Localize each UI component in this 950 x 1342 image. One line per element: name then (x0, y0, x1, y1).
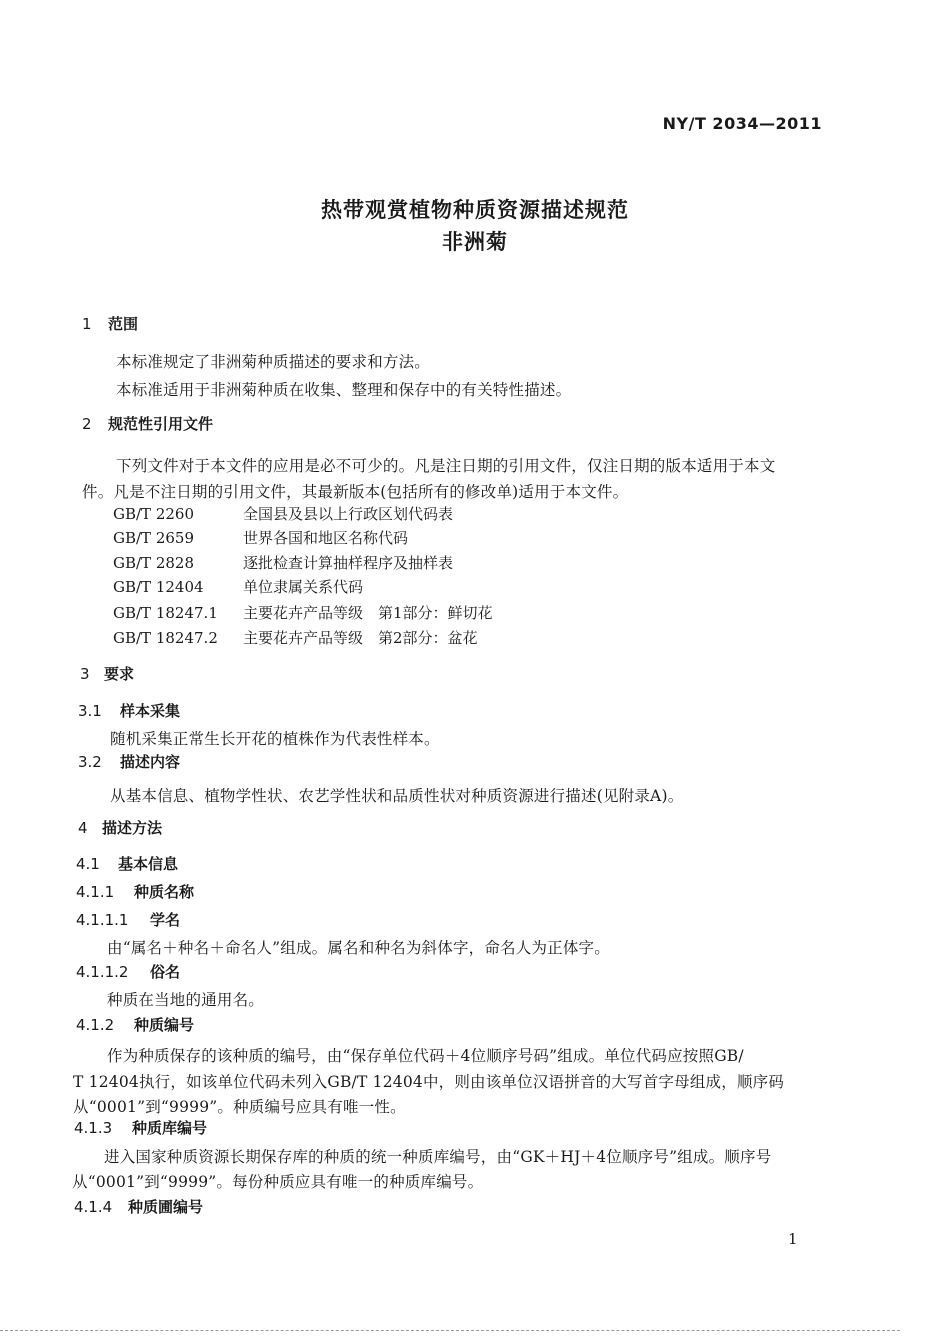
subsection-3-2-heading (78, 751, 180, 772)
section-title: 学名 (150, 911, 181, 929)
paragraph: 作为种质保存的该种质的编号，由“保存单位代码＋4位顺序号码”组成。单位代码应按照GB/ (107, 1047, 744, 1065)
section-3-heading (80, 663, 134, 684)
reference-item (113, 503, 453, 524)
section-number: 4.1.1.2 (76, 963, 129, 981)
bottom-divider (0, 1330, 900, 1331)
paragraph: 种质在当地的通用名。 (107, 991, 265, 1009)
paragraph: 随机采集正常生长开花的植株作为代表性样本。 (110, 730, 440, 748)
subsection-4-1-1-1-heading (76, 909, 180, 930)
reference-item (113, 602, 493, 623)
section-title: 范围 (108, 315, 139, 333)
reference-code: GB/T 18247.2 (113, 629, 218, 647)
reference-name: 逐批检查计算抽样程序及抽样表 (243, 554, 454, 572)
reference-item (113, 576, 363, 597)
reference-name: 单位隶属关系代码 (243, 578, 364, 596)
section-number: 4.1.4 (74, 1198, 113, 1216)
section-title: 样本采集 (120, 702, 181, 720)
section-title: 描述内容 (120, 753, 181, 771)
section-number: 4.1.2 (76, 1016, 115, 1034)
reference-code: GB/T 18247.1 (113, 604, 218, 622)
section-1-heading (82, 313, 138, 334)
section-title: 基本信息 (118, 855, 179, 873)
section-4-heading (78, 817, 162, 838)
reference-item (113, 552, 453, 573)
paragraph: 由“属名＋种名＋命名人”组成。属名和种名为斜体字，命名人为正体字。 (107, 939, 610, 957)
section-title: 种质编号 (134, 1016, 195, 1034)
subsection-4-1-1-2-heading (76, 961, 180, 982)
section-title: 规范性引用文件 (108, 415, 214, 433)
section-number: 3.2 (78, 753, 102, 771)
section-title: 要求 (104, 665, 135, 683)
standard-code: NY/T 2034—2011 (662, 114, 822, 133)
section-number: 4 (78, 819, 88, 837)
section-number: 4.1.1 (76, 883, 115, 901)
section-number: 4.1.3 (74, 1119, 113, 1137)
subsection-4-1-4-heading (74, 1196, 203, 1217)
section-title: 描述方法 (102, 819, 163, 837)
subsection-4-1-2-heading (76, 1014, 194, 1035)
reference-name: 主要花卉产品等级 第2部分：盆花 (243, 629, 478, 647)
paragraph: 从基本信息、植物学性状、农艺学性状和品质性状对种质资源进行描述(见附录A)。 (110, 787, 684, 805)
paragraph: 本标准适用于非洲菊种质在收集、整理和保存中的有关特性描述。 (116, 381, 572, 399)
reference-item (113, 527, 408, 548)
reference-name: 全国县及县以上行政区划代码表 (243, 505, 454, 523)
paragraph: 进入国家种质资源长期保存库的种质的统一种质库编号，由“GK＋HJ＋4位顺序号”组成。顺序号 (104, 1148, 772, 1166)
paragraph: 件。凡是不注日期的引用文件，其最新版本(包括所有的修改单)适用于本文件。 (82, 483, 629, 501)
paragraph: 从“0001”到“9999”。每份种质应具有唯一的种质库编号。 (72, 1173, 484, 1191)
reference-code: GB/T 2260 (113, 505, 195, 523)
reference-code: GB/T 12404 (113, 578, 204, 596)
reference-name: 主要花卉产品等级 第1部分：鲜切花 (243, 604, 493, 622)
section-title: 种质圃编号 (128, 1198, 204, 1216)
section-number: 2 (82, 415, 92, 433)
paragraph: 从“0001”到“9999”。种质编号应具有唯一性。 (73, 1098, 406, 1116)
subsection-4-1-3-heading (74, 1117, 207, 1138)
subsection-4-1-heading (76, 853, 178, 874)
section-number: 3.1 (78, 702, 102, 720)
paragraph: T 12404执行，如该单位代码未列入GB/T 12404中，则由该单位汉语拼音的大写首字母组成，顺序码 (73, 1073, 785, 1091)
section-title: 俗名 (150, 963, 181, 981)
document-title: 热带观赏植物种质资源描述规范 (321, 198, 629, 222)
document-subtitle: 非洲菊 (442, 230, 508, 254)
section-number: 4.1 (76, 855, 100, 873)
paragraph: 下列文件对于本文件的应用是必不可少的。凡是注日期的引用文件，仅注日期的版本适用于本文 (116, 457, 776, 475)
reference-name: 世界各国和地区名称代码 (243, 529, 409, 547)
section-title: 种质名称 (134, 883, 195, 901)
section-2-heading (82, 413, 213, 434)
subsection-3-1-heading (78, 700, 180, 721)
section-number: 1 (82, 315, 92, 333)
page-number: 1 (788, 1230, 798, 1248)
reference-code: GB/T 2828 (113, 554, 195, 572)
section-number: 3 (80, 665, 90, 683)
subsection-4-1-1-heading (76, 881, 194, 902)
section-title: 种质库编号 (132, 1119, 208, 1137)
reference-code: GB/T 2659 (113, 529, 195, 547)
reference-item (113, 627, 478, 648)
section-number: 4.1.1.1 (76, 911, 129, 929)
paragraph: 本标准规定了非洲菊种质描述的要求和方法。 (116, 353, 431, 371)
